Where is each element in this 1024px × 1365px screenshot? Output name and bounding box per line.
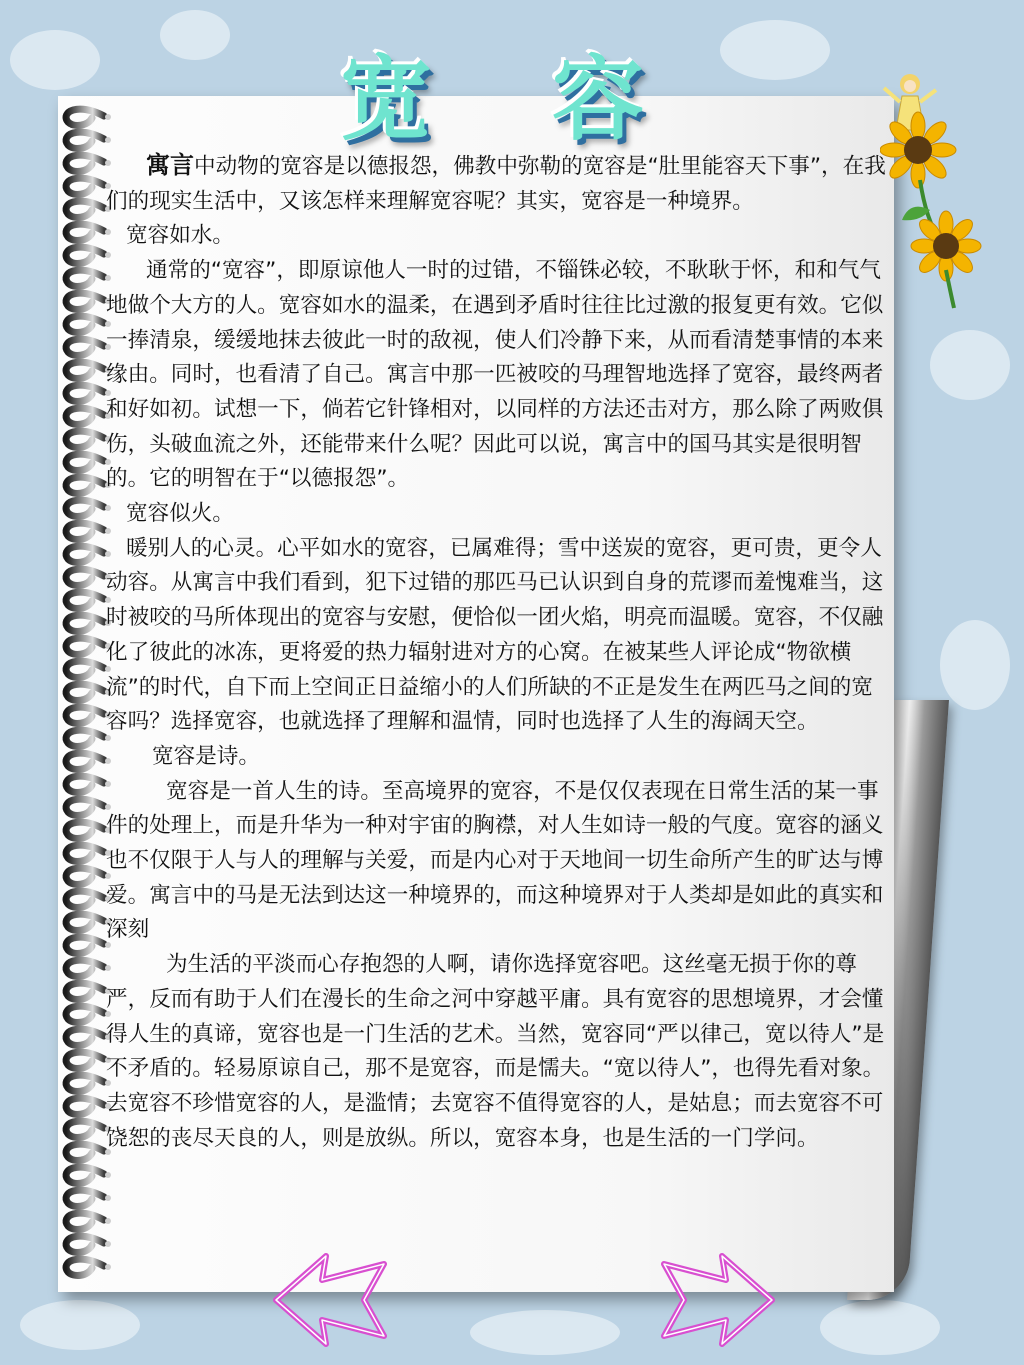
spiral-ring [66,385,104,401]
spiral-ring [66,1098,104,1114]
spiral-ring [66,316,104,332]
spiral-ring [66,1236,104,1252]
spiral-ring [66,1213,104,1229]
spiral-ring [66,707,104,723]
spiral-ring [66,523,104,539]
spiral-ring [66,845,104,861]
paragraph-fire: 暖别人的心灵。心平如水的宽容，已属难得；雪中送炭的宽容，更可贵，更令人动容。从寓言中我们看到，犯下过错的那匹马已认识到自身的荒谬而羞愧难当，这时被咬的马所体现出的宽容与安慰，便恰似一团火焰，明亮而温暖。宽容，不仅融化了彼此的冰冻，更将爱的热力辐射进对方的心窝。在被某些人评论成“物欲横流”的时代，自下而上空间正日益缩小的人们所缺的不正是发生在两匹马之间的宽容吗？选择宽容，也就选择了理解和温情，同时也选择了人生的海阔天空。 [106,535,884,735]
sunflower-decoration [880,70,990,310]
spiral-ring [66,776,104,792]
spiral-ring [66,178,104,194]
spiral-ring [66,270,104,286]
spiral-ring [66,638,104,654]
spiral-ring [66,592,104,608]
spiral-ring [66,615,104,631]
spiral-ring [66,546,104,562]
spiral-ring [66,937,104,953]
spiral-ring [66,224,104,240]
spiral-ring [66,500,104,516]
punch-hole [105,1195,111,1201]
punch-hole [105,114,111,120]
paragraph-intro [106,148,890,219]
section-heading-fire: 宽容似火。 [126,501,234,527]
spiral-ring [66,454,104,470]
spiral-ring [66,822,104,838]
punch-hole [105,1241,111,1247]
spiral-ring [66,362,104,378]
prev-button[interactable] [272,1250,388,1350]
spiral-ring [66,431,104,447]
left-arrow-icon [276,1256,384,1344]
spiral-ring [66,408,104,424]
spiral-ring [66,477,104,493]
right-arrow-icon [664,1256,772,1344]
section-heading-poem: 宽容是诗。 [152,743,260,769]
spiral-ring [66,1167,104,1183]
spiral-ring [66,983,104,999]
paragraph-text: 中动物的宽容是以德报怨，佛教中弥勒的宽容是“肚里能容天下事”，在我们的现实生活中，又该怎样来理解宽容呢？其实，宽容是一种境界。 [106,154,886,214]
spiral-ring [66,799,104,815]
spiral-ring [66,684,104,700]
spiral-ring [66,155,104,171]
spiral-ring [66,914,104,930]
spiral-ring [66,1052,104,1068]
spiral-ring [66,1075,104,1091]
spiral-ring [66,1144,104,1160]
paragraph-water: 通常的“宽容”，即原谅他人一时的过错，不锱铢必较，不耿耿于怀，和和气气地做个大方的人。宽容如水的温柔，在遇到矛盾时往往比过激的报复更有效。它似一捧清泉，缓缓地抹去彼此一时的敌视，使人们冷静下来，从而看清楚事情的本来缘由。同时，也看清了自己。寓言中那一匹被咬的马理智地选择了宽容，最终两者和好如初。试想一下，倘若它针锋相对，以同样的方法还击对方，那么除了两败俱伤，头破血流之外，还能带来什么呢？因此可以说，寓言中的国马其实是很明智的。它的明智在于“以德报怨”。 [106,258,884,492]
punch-hole [105,1172,111,1178]
spiral-ring [66,868,104,884]
spiral-ring [66,960,104,976]
spiral-ring [66,1121,104,1137]
lead-word: 寓言 [146,151,194,179]
fairy-icon [884,74,936,130]
punch-hole [105,137,111,143]
sunflower-icon [880,112,956,188]
page-title: 宽 容 [340,45,689,153]
punch-hole [105,1218,111,1224]
spiral-ring [66,1259,104,1275]
spiral-ring [66,569,104,585]
paragraph-conclusion: 为生活的平淡而心存抱怨的人啊，请你选择宽容吧。这丝毫无损于你的尊严，反而有助于人们在漫长的生命之河中穿越平庸。具有宽容的思想境界，才会懂得人生的真谛，宽容也是一门生活的艺术。当然，宽容同“严以律己，宽以待人”是不矛盾的。轻易原谅自己，那不是宽容，而是懦夫。“宽以待人”，也得先看对象。去宽容不珍惜宽容的人，是滥情；去宽容不值得宽容的人，是姑息；而去宽容不可饶恕的丧尽天良的人，则是放纵。所以，宽容本身，也是生活的一门学问。 [106,952,885,1151]
spiral-ring [66,201,104,217]
spiral-ring [66,109,104,125]
spiral-ring [66,730,104,746]
spiral-ring [66,661,104,677]
spiral-ring [66,1190,104,1206]
punch-hole [105,1264,111,1270]
section-heading-water: 宽容如水。 [126,223,234,249]
spiral-ring [66,132,104,148]
spiral-ring [66,753,104,769]
article-body [106,148,890,1156]
spiral-ring [66,1006,104,1022]
spiral-ring [66,293,104,309]
next-button[interactable] [660,1250,776,1350]
paragraph-poem: 宽容是一首人生的诗。至高境界的宽容，不是仅仅表现在日常生活的某一事件的处理上，而是升华为一种对宇宙的胸襟，对人生如诗一般的气度。宽容的涵义也不仅限于人与人的理解与关爱，而是内心对于天地间一切生命所产生的旷达与博爱。寓言中的马是无法到达这一种境界的，而这种境界对于人类却是如此的真实和深刻 [106,778,884,943]
spiral-ring [66,247,104,263]
spiral-ring [66,891,104,907]
spiral-ring [66,1029,104,1045]
spiral-ring [66,339,104,355]
